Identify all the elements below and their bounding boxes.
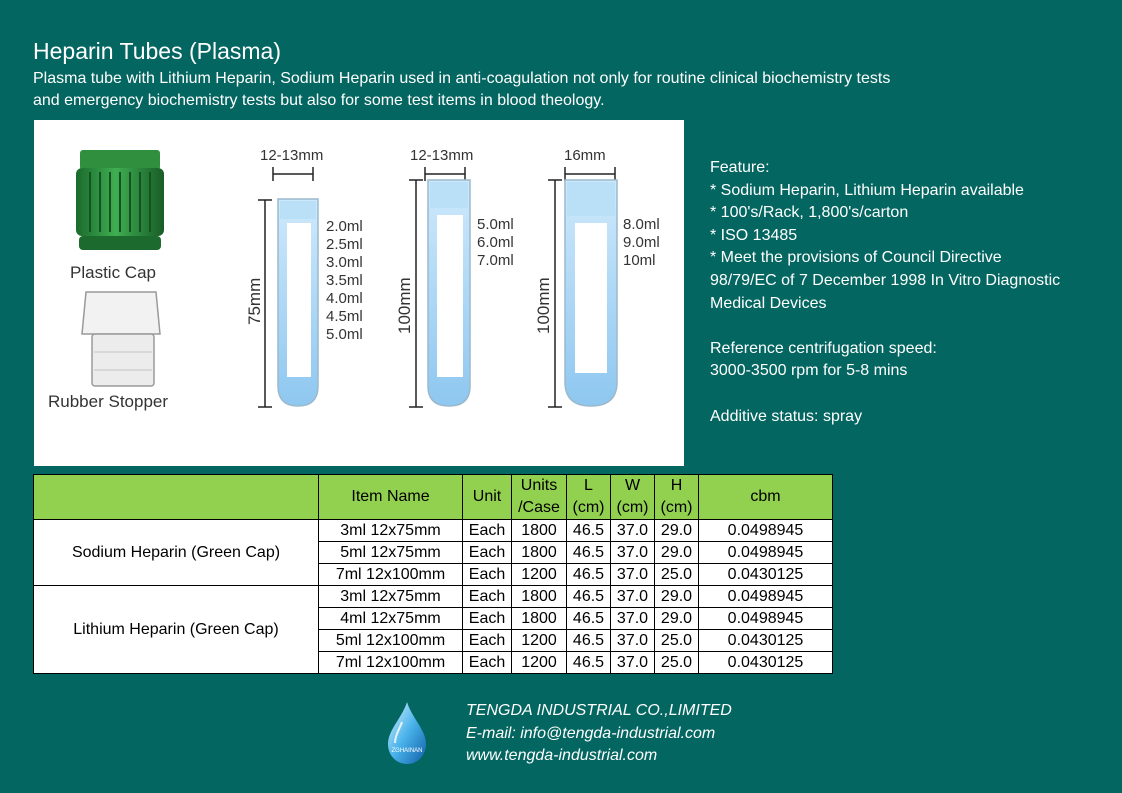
cell-item: 3ml 12x75mm xyxy=(319,586,463,608)
cell-cbm: 0.0498945 xyxy=(699,542,833,564)
subtitle-line-2: and emergency biochemistry tests but also for some test items in blood theology. xyxy=(33,92,605,109)
cell-unit: Each xyxy=(463,630,512,652)
plastic-cap-label: Plastic Cap xyxy=(70,263,156,282)
tube2-volume-3: 7.0ml xyxy=(477,252,514,269)
cell-l: 46.5 xyxy=(567,564,611,586)
cell-item: 7ml 12x100mm xyxy=(319,652,463,674)
cell-w: 37.0 xyxy=(611,630,655,652)
feature-panel xyxy=(710,157,1120,428)
tube3-volume-1: 8.0ml xyxy=(623,216,660,233)
cell-cbm: 0.0430125 xyxy=(699,652,833,674)
cell-units-case: 1800 xyxy=(512,520,567,542)
logo-text: ZGHAINAN xyxy=(391,748,423,754)
table-row xyxy=(34,586,833,608)
feature-item-5: 98/79/EC of 7 December 1998 In Vitro Diagnostic xyxy=(710,271,1061,289)
tube1-volume-7: 5.0ml xyxy=(326,326,363,343)
cell-units-case: 1800 xyxy=(512,542,567,564)
plastic-cap-icon xyxy=(76,150,164,250)
cell-item: 3ml 12x75mm xyxy=(319,520,463,542)
group-lithium-heparin: Lithium Heparin (Green Cap) xyxy=(34,586,319,674)
tube3-volume-2: 9.0ml xyxy=(623,234,660,251)
cell-h: 25.0 xyxy=(655,630,699,652)
header-w: W (cm) xyxy=(611,475,655,520)
cell-h: 29.0 xyxy=(655,542,699,564)
cell-w: 37.0 xyxy=(611,542,655,564)
cell-h: 25.0 xyxy=(655,652,699,674)
cell-unit: Each xyxy=(463,586,512,608)
tube1-volume-1: 2.0ml xyxy=(326,218,363,235)
centrifugation-value: 3000-3500 rpm for 5-8 mins xyxy=(710,362,908,380)
cell-l: 46.5 xyxy=(567,652,611,674)
cell-cbm: 0.0498945 xyxy=(699,608,833,630)
cell-units-case: 1200 xyxy=(512,652,567,674)
group-sodium-heparin: Sodium Heparin (Green Cap) xyxy=(34,520,319,586)
cell-h: 29.0 xyxy=(655,520,699,542)
cell-unit: Each xyxy=(463,652,512,674)
tube2-volume-2: 6.0ml xyxy=(477,234,514,251)
feature-heading: Feature: xyxy=(710,159,770,176)
cell-w: 37.0 xyxy=(611,520,655,542)
cell-cbm: 0.0498945 xyxy=(699,520,833,542)
company-name: TENGDA INDUSTRIAL CO.,LIMITED xyxy=(466,702,732,719)
tube1-volume-5: 4.0ml xyxy=(326,290,363,307)
cell-l: 46.5 xyxy=(567,586,611,608)
centrifugation-heading: Reference centrifugation speed: xyxy=(710,339,937,357)
feature-item-3: * ISO 13485 xyxy=(710,226,798,244)
tube1-volume-4: 3.5ml xyxy=(326,272,363,289)
page-title: Heparin Tubes (Plasma) xyxy=(33,38,281,64)
cell-l: 46.5 xyxy=(567,542,611,564)
cell-l: 46.5 xyxy=(567,520,611,542)
tube3-volume-3: 10ml xyxy=(623,252,656,269)
feature-item-6: Medical Devices xyxy=(710,294,827,312)
cell-item: 4ml 12x75mm xyxy=(319,608,463,630)
tube-diagram xyxy=(34,120,684,466)
tube2-width-label: 12-13mm xyxy=(410,147,474,164)
cell-cbm: 0.0430125 xyxy=(699,630,833,652)
tube1-volume-3: 3.0ml xyxy=(326,254,363,271)
tube2-height-label: 100mm xyxy=(395,277,414,334)
tube2-volume-1: 5.0ml xyxy=(477,216,514,233)
cell-units-case: 1200 xyxy=(512,630,567,652)
header-unit: Unit xyxy=(463,475,512,520)
cell-units-case: 1800 xyxy=(512,608,567,630)
tube3-width-label: 16mm xyxy=(564,147,606,164)
cell-w: 37.0 xyxy=(611,586,655,608)
header-blank xyxy=(34,475,319,520)
cell-l: 46.5 xyxy=(567,630,611,652)
tube-100mm-5-7ml xyxy=(395,147,514,407)
header-l: L (cm) xyxy=(567,475,611,520)
cell-unit: Each xyxy=(463,520,512,542)
spec-table xyxy=(33,474,833,674)
table-row xyxy=(34,520,833,542)
header-item-name: Item Name xyxy=(319,475,463,520)
cell-unit: Each xyxy=(463,564,512,586)
footer-contact xyxy=(466,700,732,768)
header-cbm: cbm xyxy=(699,475,833,520)
header-h: H (cm) xyxy=(655,475,699,520)
subtitle-line-1: Plasma tube with Lithium Heparin, Sodium Heparin used in anti-coagulation not only for routine clinical biochemistry tests xyxy=(33,70,891,87)
cell-unit: Each xyxy=(463,542,512,564)
cell-h: 25.0 xyxy=(655,564,699,586)
cell-item: 5ml 12x75mm xyxy=(319,542,463,564)
feature-item-2: * 100's/Rack, 1,800's/carton xyxy=(710,204,909,222)
header-units-case: Units /Case xyxy=(512,475,567,520)
tube3-height-label: 100mm xyxy=(534,277,553,334)
feature-item-1: * Sodium Heparin, Lithium Heparin available xyxy=(710,181,1024,199)
cell-l: 46.5 xyxy=(567,608,611,630)
tube1-width-label: 12-13mm xyxy=(260,147,324,164)
tube-75mm-2-5ml xyxy=(245,147,363,407)
cell-unit: Each xyxy=(463,608,512,630)
company-email[interactable]: E-mail: info@tengda-industrial.com xyxy=(466,724,716,742)
tube-100mm-8-10ml xyxy=(534,147,660,407)
cell-w: 37.0 xyxy=(611,652,655,674)
cell-w: 37.0 xyxy=(611,608,655,630)
tube1-height-label: 75mm xyxy=(245,277,264,325)
table-header-row xyxy=(34,475,833,520)
cell-item: 7ml 12x100mm xyxy=(319,564,463,586)
tube1-volume-2: 2.5ml xyxy=(326,236,363,253)
cell-units-case: 1800 xyxy=(512,586,567,608)
cell-w: 37.0 xyxy=(611,564,655,586)
cell-h: 29.0 xyxy=(655,586,699,608)
cell-cbm: 0.0498945 xyxy=(699,586,833,608)
cell-item: 5ml 12x100mm xyxy=(319,630,463,652)
page-subtitle xyxy=(33,68,1093,112)
additive-status: Additive status: spray xyxy=(710,407,863,425)
cell-units-case: 1200 xyxy=(512,564,567,586)
rubber-stopper-icon xyxy=(82,292,160,386)
tube1-volume-6: 4.5ml xyxy=(326,308,363,325)
water-drop-logo-icon xyxy=(386,700,428,771)
cell-cbm: 0.0430125 xyxy=(699,564,833,586)
feature-item-4: * Meet the provisions of Council Directive xyxy=(710,249,1002,267)
cell-h: 29.0 xyxy=(655,608,699,630)
company-website[interactable]: www.tengda-industrial.com xyxy=(466,747,658,764)
rubber-stopper-label: Rubber Stopper xyxy=(48,392,169,411)
